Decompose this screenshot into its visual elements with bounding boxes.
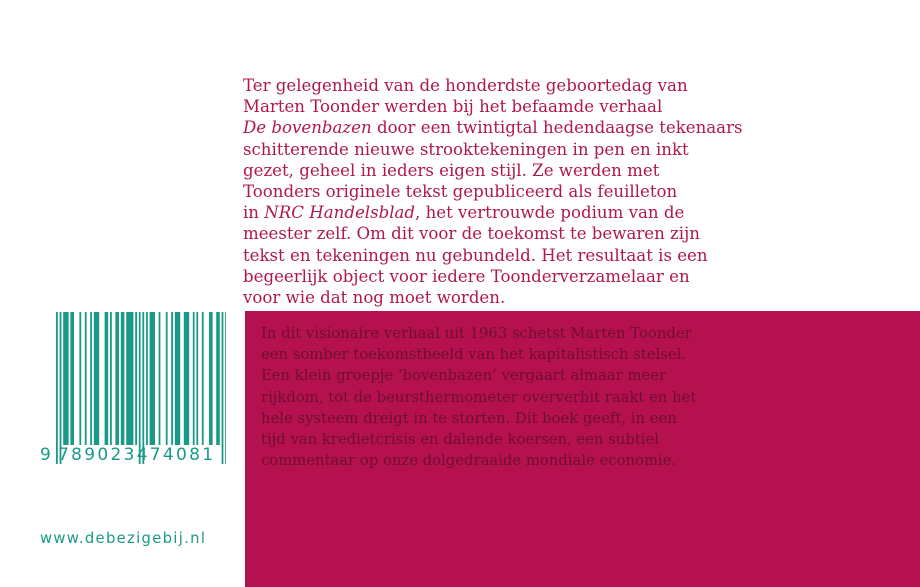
intro-line: in NRC Handelsblad, het vertrouwde podium van de — [243, 203, 685, 223]
barcode-bar — [202, 312, 204, 445]
barcode-bar — [110, 312, 112, 445]
barcode-bar — [79, 312, 81, 445]
barcode-bar — [56, 312, 58, 464]
synopsis-line: commentaar op onze dolgedraaide mondiale economie. — [261, 452, 677, 470]
isbn-digits: 789023474081 — [58, 445, 216, 465]
intro-line: Marten Toonder werden bij het befaamde verhaal — [243, 97, 663, 117]
barcode-bar — [222, 312, 224, 464]
synopsis-text — [261, 323, 821, 471]
synopsis-line: tijd van kredietcrisis en dalende koersen, een subtiel — [261, 431, 660, 449]
barcode-bar — [135, 312, 137, 445]
intro-line: voor wie dat nog moet worden. — [243, 288, 506, 308]
intro-line: meester zelf. Om dit voor de toekomst te bewaren zijn — [243, 224, 700, 244]
barcode-bar — [146, 312, 148, 445]
synopsis-panel — [245, 311, 920, 587]
barcode-bar — [159, 312, 161, 445]
synopsis-line: hele systeem dreigt in te storten. Dit boek geeft, in een — [261, 409, 677, 427]
intro-line: gezet, geheel in ieders eigen stijl. Ze werden met — [243, 160, 660, 180]
barcode-bar — [216, 312, 220, 445]
intro-line: De bovenbazen door een twintigtal hedendaagse tekenaars — [243, 118, 743, 138]
intro-line: schitterende nieuwe strooktekeningen in pen en inkt — [243, 139, 689, 159]
barcode-bar — [209, 312, 213, 445]
barcode-bar — [196, 312, 198, 445]
barcode-bars — [40, 312, 226, 464]
intro-text — [243, 75, 763, 308]
barcode-bar — [225, 312, 226, 464]
barcode-bar — [85, 312, 87, 445]
intro-line: begeerlijk object voor iedere Toonderverzamelaar en — [243, 266, 690, 286]
synopsis-line: Een klein groepje ‘bovenbazen’ vergaart almaar meer — [261, 367, 667, 385]
intro-line: Toonders originele tekst gepubliceerd als feuilleton — [243, 182, 678, 202]
barcode-bar — [70, 312, 74, 445]
newspaper-title: NRC Handelsblad — [264, 203, 416, 223]
synopsis-line: rijkdom, tot de beursthermometer oververhit raakt en het — [261, 388, 697, 406]
book-title: De bovenbazen — [243, 118, 372, 138]
isbn-number — [40, 445, 226, 467]
barcode-bar — [126, 312, 133, 445]
barcode-bar — [175, 312, 180, 445]
barcode-bar — [142, 312, 144, 464]
barcode-bar — [115, 312, 119, 445]
barcode-bar — [60, 312, 62, 464]
intro-line: Ter gelegenheid van de honderdste geboortedag van — [243, 76, 688, 95]
barcode-bar — [193, 312, 195, 445]
publisher-url[interactable]: www.debezigebij.nl — [40, 530, 207, 547]
barcode-bar — [171, 312, 173, 445]
synopsis-line: een somber toekomstbeeld van het kapitalistisch stelsel. — [261, 346, 687, 364]
barcode-bar — [150, 312, 155, 445]
synopsis-line: In dit visionaire verhaal uit 1963 schetst Marten Toonder — [261, 325, 692, 342]
barcode-bar — [94, 312, 99, 445]
barcode-bar — [63, 312, 68, 445]
barcode-bar — [105, 312, 109, 445]
intro-line: tekst en tekeningen nu gebundeld. Het resultaat is een — [243, 245, 708, 265]
barcode-bar — [166, 312, 168, 445]
barcode-bar — [121, 312, 125, 445]
barcode-bar — [90, 312, 92, 445]
isbn-first-digit: 9 — [40, 445, 54, 465]
barcode-bar — [184, 312, 189, 445]
barcode — [40, 312, 226, 464]
barcode-bar — [139, 312, 141, 464]
